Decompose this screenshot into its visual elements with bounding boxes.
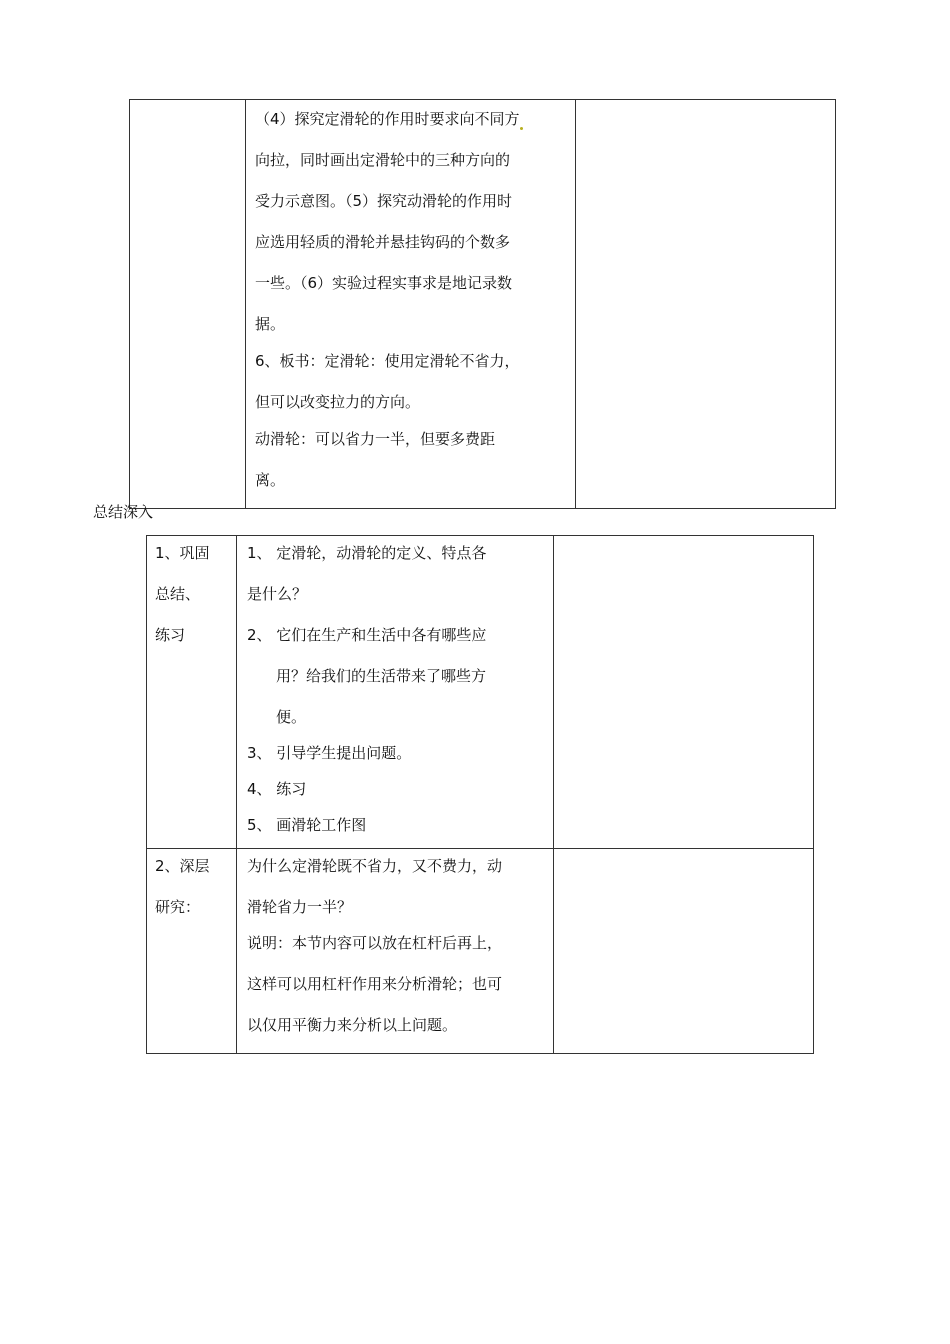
mark-dot bbox=[520, 127, 523, 130]
table-cell-content bbox=[237, 536, 554, 849]
row-label bbox=[147, 536, 237, 849]
row-label bbox=[147, 849, 237, 1054]
text-line: 这样可以用杠杆作用来分析滑轮；也可 bbox=[247, 975, 503, 993]
table-row bbox=[147, 536, 814, 849]
label-line: 总结、 bbox=[155, 585, 201, 603]
text-line: 便。 bbox=[276, 708, 307, 726]
text-line: 为什么定滑轮既不省力，又不费力，动 bbox=[247, 857, 503, 875]
table-cell-content bbox=[246, 100, 576, 509]
label-line: 研究： bbox=[155, 898, 201, 916]
table-cell-empty bbox=[576, 100, 836, 509]
section-heading: 总结深入 bbox=[93, 503, 154, 521]
text-line: 动滑轮：可以省力一半，但要多费距 bbox=[255, 430, 496, 448]
label-line: 2、深层 bbox=[155, 857, 210, 875]
table-cell-empty bbox=[130, 100, 246, 509]
text-line: 是什么？ bbox=[247, 585, 308, 603]
label-line: 1、巩固 bbox=[155, 544, 210, 562]
text-line: 6、板书：定滑轮：使用定滑轮不省力， bbox=[255, 352, 520, 370]
text-line: 3、 引导学生提出问题。 bbox=[247, 744, 412, 762]
lesson-table-top bbox=[129, 99, 836, 509]
label-line: 练习 bbox=[155, 626, 186, 644]
text-line: 受力示意图。（5）探究动滑轮的作用时 bbox=[255, 192, 513, 210]
text-line: 一些。（6）实验过程实事求是地记录数 bbox=[255, 274, 513, 292]
text-line: 4、 练习 bbox=[247, 780, 307, 798]
summary-table bbox=[146, 535, 814, 1054]
table-cell-content bbox=[237, 849, 554, 1054]
text-line: 据。 bbox=[255, 315, 286, 333]
table-row bbox=[147, 849, 814, 1054]
text-line: 用？给我们的生活带来了哪些方 bbox=[276, 667, 487, 685]
text-line: 说明：本节内容可以放在杠杆后再上， bbox=[247, 934, 503, 952]
text-line: 向拉，同时画出定滑轮中的三种方向的 bbox=[255, 151, 511, 169]
text-line: 滑轮省力一半？ bbox=[247, 898, 353, 916]
text-line: 应选用轻质的滑轮并悬挂钩码的个数多 bbox=[255, 233, 511, 251]
table-cell-empty bbox=[554, 849, 814, 1054]
text-line: 2、 它们在生产和生活中各有哪些应 bbox=[247, 626, 487, 644]
text-line: 1、 定滑轮，动滑轮的定义、特点各 bbox=[247, 544, 487, 562]
text-line: 以仅用平衡力来分析以上问题。 bbox=[247, 1016, 458, 1034]
text-line: 但可以改变拉力的方向。 bbox=[255, 393, 421, 411]
text-line: （4）探究定滑轮的作用时要求向不同方 bbox=[255, 106, 569, 147]
table-cell-empty bbox=[554, 536, 814, 849]
text-line: 5、 画滑轮工作图 bbox=[247, 816, 367, 834]
text-line: 离。 bbox=[255, 471, 286, 489]
